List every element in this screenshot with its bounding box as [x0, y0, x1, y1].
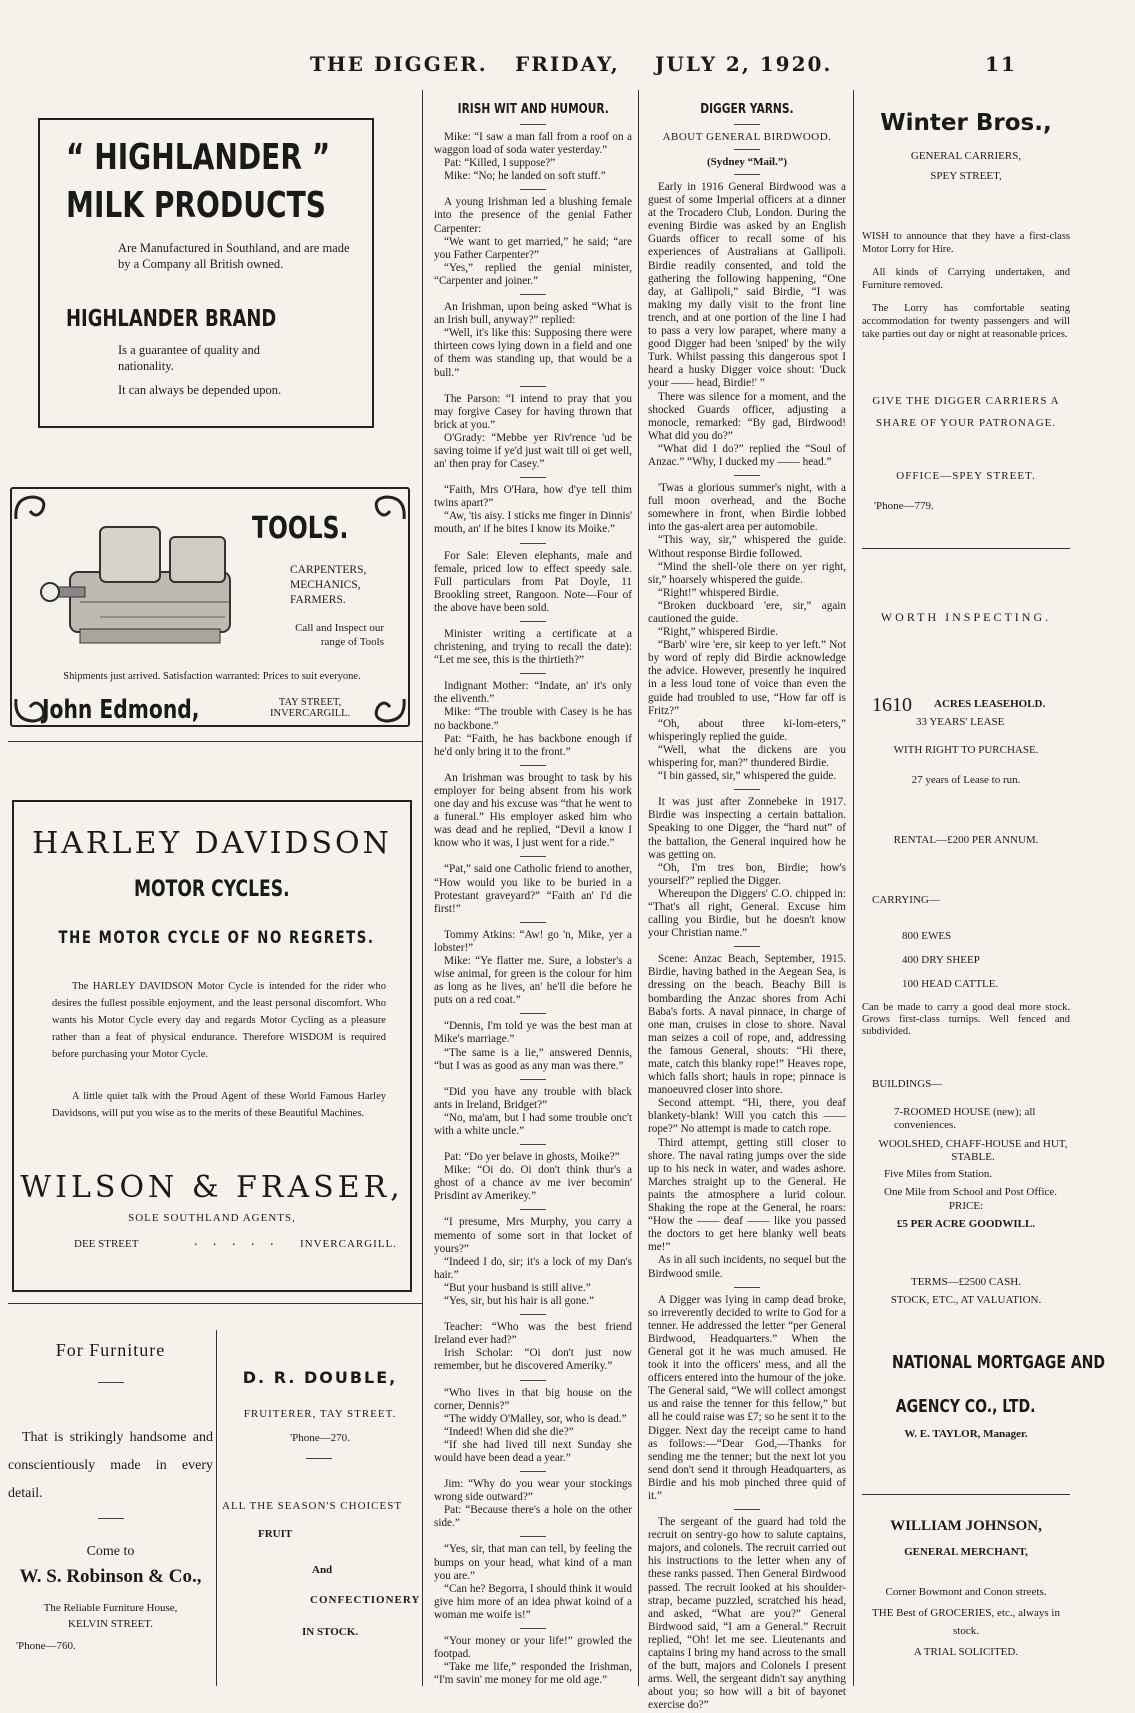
- worth-school: One Mile from School and Post Office.: [884, 1186, 1058, 1198]
- page-number: 11: [985, 52, 1017, 76]
- worth-lease: 33 YEARS' LEASE: [916, 716, 1005, 728]
- tools-call: Call and Inspect our range of Tools: [295, 622, 384, 648]
- stock-line: 800 EWES: [902, 930, 952, 942]
- double-season: ALL THE SEASON'S CHOICEST: [222, 1500, 403, 1512]
- nma-name-2: AGENCY CO., LTD.: [896, 1396, 1036, 1417]
- column-rule: [216, 1330, 217, 1686]
- article-paragraph: Mike: “I saw a man fall from a roof on a waggon load of soda water yesterday.”: [434, 131, 632, 157]
- divider: [520, 189, 546, 190]
- article-paragraph: “I presume, Mrs Murphy, you carry a memento of some sort in that locket of yours?”: [434, 1216, 632, 1255]
- winter-lorry: The Lorry has comfortable seating accommodation for twenty passengers and will take parties out day or night at reasonable prices.: [862, 303, 1070, 340]
- harley-street: DEE STREET: [74, 1238, 139, 1250]
- stock-line: 100 HEAD CATTLE.: [902, 978, 999, 990]
- divider: [520, 1628, 546, 1629]
- article-paragraph: “Well, what the dickens are you whispering for, man?” thundered Birdie.: [648, 743, 846, 770]
- highlander-brand: HIGHLANDER BRAND: [66, 306, 277, 332]
- johnson-best: THE Best of GROCERIES, etc., always in stock.: [872, 1607, 1060, 1637]
- article-paragraph: An Irishman was brought to task by his employer for being absent from his work one day and his excuse was “that he went to a funeral.” His employer asked him who was dead and he replied, “Devil a know I know who it was, I just went for a ride.”: [434, 771, 632, 850]
- divider: [734, 789, 760, 790]
- article-paragraph: “Indeed! When did she die?”: [444, 1425, 574, 1438]
- worth-buildings: BUILDINGS—: [872, 1078, 943, 1090]
- article-paragraph: Irish Scholar: “Oi don't just now remember, but he discovered Ameriky.”: [434, 1347, 632, 1373]
- worth-price: PRICE:: [948, 1200, 984, 1212]
- article-paragraph: Indignant Mother: “Indate, an' it's only the eliventh.”: [434, 680, 632, 706]
- article-paragraph: “I bin gassed, sir,” whispered the guide.: [658, 770, 837, 783]
- divider: [520, 621, 546, 622]
- furniture-come: Come to: [86, 1544, 135, 1559]
- tools-merchant: John Edmond,: [42, 695, 200, 725]
- furniture-ad: [8, 1340, 213, 1670]
- divider: [520, 124, 546, 125]
- worth-title: WORTH INSPECTING.: [880, 610, 1052, 624]
- article-paragraph: “Who lives in that big house on the corner, Dennis?”: [434, 1386, 632, 1412]
- worth-station: Five Miles from Station.: [884, 1168, 993, 1180]
- article-paragraph: Tommy Atkins: “Aw! go 'n, Mike, yer a lobster!”: [434, 928, 632, 954]
- article-paragraph: 'Twas a glorious summer's night, with a full moon overhead, and the Boche somewhere in front, when Birdie lobbed into the gas-alert area per automobile.: [648, 482, 846, 534]
- section-rule: [8, 1303, 422, 1304]
- article-paragraph: An Irishman, upon being asked “What is an Irish bull, anyway?” replied:: [434, 301, 632, 327]
- worth-carrying: CARRYING—: [872, 894, 940, 906]
- issue-day: FRIDAY,: [515, 52, 620, 76]
- divider: [520, 922, 546, 923]
- article-paragraph: “Right,” whispered Birdie.: [658, 626, 778, 639]
- highlander-text: Are Manufactured in Southland, and are made by a Company all British owned.: [118, 241, 350, 271]
- article-paragraph: Minister writing a certificate at a christening, and trying to recall the date): “Let me see, this is the thirtieth?”: [434, 628, 632, 667]
- article-paragraph: As in all such incidents, no sequel but the Birdwood smile.: [648, 1254, 846, 1280]
- divider: [520, 1079, 546, 1080]
- article-paragraph: The sergeant of the guard had told the recruit on sentry-go how to salute captains, majors, and colonels. The recruit carried out his instructions to the letter when any of these ranks passed. Then General Birdwood passed. The recruit looked at his shoulder-strap, became puzzled, scratched his head, and asked, “What are you?” General Birdwood said, “I am a General.” Recruit replied, “Oh! let me see. Lieutenants and captains I bring my hand across to the small of the butt, majors and Colonels I present arms. Well, the sergeant didn't say anything about you; so how will a bit of bayonet exercise do?”: [648, 1516, 846, 1712]
- harley-town: INVERCARGILL.: [300, 1238, 398, 1250]
- address-line: INVERCARGILL.: [270, 708, 351, 719]
- article-paragraph: “If she had lived till next Sunday she would have been dead a year.”: [434, 1438, 632, 1464]
- article-paragraph: Pat: “Do yer belave in ghosts, Moike?”: [444, 1151, 620, 1164]
- article-paragraph: “Faith, Mrs O'Hara, how d'ye tell thim twins apart?”: [434, 484, 632, 510]
- article-paragraph: “No, ma'am, but I had some trouble onc't with a white uncle.”: [434, 1111, 632, 1137]
- furniture-title: For Furniture: [55, 1340, 166, 1360]
- article-paragraph: “Can he? Begorra, I should think it would give him more of an idea phwat koind of a woman me woife is!”: [434, 1582, 632, 1621]
- divider: [520, 1314, 546, 1315]
- divider: [734, 946, 760, 947]
- article-paragraph: “Dennis, I'm told ye was the best man at Mike's marriage.”: [434, 1020, 632, 1046]
- divider: [520, 543, 546, 544]
- divider: [520, 294, 546, 295]
- article-paragraph: Mike: “The trouble with Casey is he has no backbone.”: [434, 706, 632, 732]
- article-paragraph: Mike: “Oi do. Oi don't think thur's a ghost of a chance av me iver becomin' Prisdint av Amerikey.”: [434, 1164, 632, 1203]
- trade-line: MECHANICS,: [290, 579, 361, 591]
- furniture-text: That is strikingly handsome and conscientiously made in every detail.: [8, 1430, 213, 1501]
- article-paragraph: Teacher: “Who was the best friend Ireland ever had?”: [434, 1321, 632, 1347]
- paper-name: THE DIGGER.: [310, 52, 488, 76]
- article-paragraph: Jim: “Why do you wear your stockings wrong side outward?”: [434, 1478, 632, 1504]
- worth-acres-number: 1610: [872, 694, 912, 716]
- article-paragraph: “Yes,” replied the genial minister, “Carpenter and joiner.”: [434, 261, 632, 287]
- tools-ad: [10, 487, 410, 727]
- harley-title: HARLEY DAVIDSON: [32, 826, 392, 861]
- winter-hire: WISH to announce that they have a first-class Motor Lorry for Hire.: [862, 231, 1070, 255]
- article-paragraph: Whereupon the Diggers' C.O. chipped in: “That's all right, General. Excuse him calling you Birdie, but he doesn't know your Christian name.”: [648, 887, 846, 940]
- worth-terms: TERMS—£2500 CASH.: [910, 1276, 1022, 1288]
- divider: [98, 1518, 124, 1519]
- highlander-ad: [38, 118, 374, 428]
- article-paragraph: Early in 1916 General Birdwood was a guest of some Imperial officers at a dinner at the Trocadero Club, London. During the evening Birdie was asked by an English Guards officer to recall some of his experiences of Australians at Gallipoli. Birdie readily consented, and told the gathering the following happening, “One day, at Gallipoli,” said Birdie, “I was making my daily visit to the front line trench, and at one portion of the line I had to pass a very low parapet, where many a good Digger had been 'sniped' by the wily Turk. Whilst passing this dangerous spot I heard a husky Digger voice shout: 'Duck your —— head, Birdie!' ”: [648, 181, 846, 390]
- worth-stock-valuation: STOCK, ETC., AT VALUATION.: [890, 1294, 1042, 1306]
- article-paragraph: The Parson: “I intend to pray that you may forgive Casey for having thrown that brick at you.”: [434, 392, 632, 431]
- divider: [520, 386, 546, 387]
- address-line: TAY STREET,: [278, 697, 342, 708]
- divider: [734, 124, 760, 125]
- winter-give: GIVE THE DIGGER CARRIERS A SHARE OF YOUR PATRONAGE.: [872, 395, 1060, 429]
- article-paragraph: “The same is a lie,” answered Dennis, “but I was as good as any man was there.”: [434, 1046, 632, 1072]
- divider: [520, 1471, 546, 1472]
- article-paragraph: “The widdy O'Malley, sor, who is dead.”: [444, 1412, 627, 1425]
- trade-line: FARMERS.: [290, 594, 346, 606]
- divider: [734, 1287, 760, 1288]
- johnson-corner: Corner Bowmont and Conon streets.: [885, 1586, 1047, 1598]
- article-paragraph: “Yes, sir, but his hair is all gone.”: [444, 1295, 595, 1308]
- divider: [734, 475, 760, 476]
- highlander-subtitle: MILK PRODUCTS: [66, 185, 326, 226]
- digger-yarns-body: [648, 181, 846, 1713]
- divider: [306, 1458, 332, 1459]
- article-paragraph: “Barb' wire 'ere, sir keep to yer left.” Not by word of reply did Birdie acknowledge the advice. However, presently he inquired in a less loud tone of voice than even the guide had troubled to use, “How far off is Fritz?”: [648, 639, 846, 717]
- harley-ad: [12, 800, 412, 1292]
- digger-yarns-column: [648, 100, 846, 1712]
- furniture-street: KELVIN STREET.: [68, 1618, 153, 1630]
- double-name: D. R. DOUBLE,: [242, 1368, 398, 1387]
- article-paragraph: “Mind the shell-'ole there on yer right, sir,” hoarsely whispered the guide.: [648, 560, 846, 586]
- johnson-trial: A TRIAL SOLICITED.: [913, 1646, 1019, 1658]
- harley-sole-agents: SOLE SOUTHLAND AGENTS,: [128, 1212, 296, 1224]
- divider: [520, 1209, 546, 1210]
- double-trade: FRUITERER, TAY STREET.: [243, 1408, 397, 1420]
- worth-inspecting-ad: [862, 610, 1070, 1310]
- section-rule: [862, 1494, 1070, 1495]
- digger-yarns-source: (Sydney “Mail.”): [706, 156, 788, 168]
- double-phone: 'Phone—270.: [290, 1432, 350, 1444]
- double-ad: [222, 1368, 421, 1648]
- divider: [520, 1380, 546, 1381]
- section-rule: [862, 548, 1070, 549]
- winter-office: OFFICE—SPEY STREET.: [896, 470, 1036, 482]
- article-paragraph: Pat: “Killed, I suppose?”: [444, 157, 556, 170]
- tools-title: TOOLS.: [252, 511, 349, 546]
- nma-name-1: NATIONAL MORTGAGE AND: [892, 1352, 1106, 1373]
- tools-address: [270, 697, 350, 719]
- article-paragraph: “Right!” whispered Birdie.: [658, 586, 779, 599]
- furniture-merchant: W. S. Robinson & Co.,: [19, 1566, 202, 1587]
- double-fruit: FRUIT: [258, 1528, 293, 1540]
- section-rule: [8, 741, 422, 742]
- divider: [520, 673, 546, 674]
- article-paragraph: “Take me life,” responded the Irishman, “I'm savin' me money for me old age.”: [434, 1661, 632, 1687]
- divider: [734, 1509, 760, 1510]
- harley-dots: . . . . .: [194, 1234, 280, 1249]
- article-paragraph: O'Grady: “Mebbe yer Riv'rence 'ud be saving toime if ye'd just wait till oi get well, an' then pray for Casey.”: [434, 431, 632, 471]
- article-paragraph: There was silence for a moment, and the shocked Guards officer, adjusting a monocle, remarked: “By gad, Birdwood! What did you do?”: [648, 390, 846, 442]
- furniture-house: The Reliable Furniture House,: [43, 1602, 178, 1614]
- worth-goodwill: £5 PER ACRE GOODWILL.: [896, 1218, 1036, 1230]
- article-paragraph: “But your husband is still alive.”: [444, 1281, 591, 1294]
- divider: [734, 174, 760, 175]
- article-paragraph: “We want to get married,” he said; “are you Father Carpenter?”: [434, 235, 632, 261]
- harley-para1: The HARLEY DAVIDSON Motor Cycle is intended for the rider who desires the fullest possible enjoyment, and the least personal discomfort. Who wants his Motor Cycle every day and regards Motor Cycling as a pleasure rather than a feat of physical endurance. Therefore WISDOM is required before purchasing your Motor Cycle.: [52, 981, 386, 1060]
- furniture-phone: 'Phone—760.: [16, 1640, 76, 1652]
- double-confectionery: CONFECTIONERY: [310, 1594, 421, 1606]
- masthead: [0, 52, 1114, 88]
- article-paragraph: Mike: “Ye flatter me. Sure, a lobster's a wise animal, for green is the colour for him as long as he lives, an' he'll die before he puts on a red coat.”: [434, 954, 632, 1007]
- trade-line: CARPENTERS,: [290, 564, 367, 576]
- worth-house: 7-ROOMED HOUSE (new); all conveniences.: [894, 1106, 1036, 1131]
- harley-agent: WILSON & FRASER,: [20, 1170, 404, 1205]
- stock-line: 400 DRY SHEEP: [902, 954, 980, 966]
- irish-wit-column: [434, 100, 632, 1687]
- divider: [520, 1013, 546, 1014]
- article-paragraph: For Sale: Eleven elephants, male and female, priced low to effect speedy sale. Full particulars from Pat Doyle, 11 Brookling street, Rangoon. Note—Four of the above have been sold.: [434, 549, 632, 614]
- winter-trade: GENERAL CARRIERS,: [910, 150, 1022, 162]
- article-paragraph: “Did you have any trouble with black ants in Ireland, Bridget?”: [434, 1085, 632, 1111]
- article-paragraph: A Digger was lying in camp dead broke, so irreverently decided to write to God for a tenner. He addressed the letter “per General Birdwood, Headquarters.” When the General got it he was much amused. He took it into the officers' mess, and all the officers entered into the humour of the joke. The General said, “We will collect amongst us and raise the tenner for this fellow,” but all he could raise was £7; so he sent it to the Digger. Next day the receipt came to hand as follows:—“Dear God,—Thanks for sending me the tenner; but the next lot you send don't send it through Headquarters, as Birdie and his mob pinched three quid of it.”: [648, 1293, 846, 1502]
- double-stock: IN STOCK.: [302, 1626, 359, 1638]
- column-rule: [853, 90, 854, 1686]
- bench-vise-illustration: [40, 517, 280, 657]
- divider: [520, 765, 546, 766]
- divider: [520, 1536, 546, 1537]
- divider: [734, 149, 760, 150]
- winter-street: SPEY STREET,: [930, 170, 1002, 182]
- nma-manager: W. E. TAYLOR, Manager.: [904, 1428, 1028, 1440]
- column-rule: [422, 90, 423, 1686]
- divider: [98, 1382, 124, 1383]
- column-rule: [638, 90, 639, 1686]
- digger-yarns-title: DIGGER YARNS.: [700, 102, 794, 117]
- divider: [520, 1144, 546, 1145]
- johnson-trade: GENERAL MERCHANT,: [904, 1546, 1028, 1558]
- article-paragraph: A young Irishman led a blushing female into the presence of the genial Father Carpenter:: [434, 196, 632, 235]
- article-paragraph: “Aw, 'tis aisy. I sticks me finger in Dinnis' mouth, an' if he bites I know its Moike.”: [434, 510, 632, 536]
- article-paragraph: “This way, sir,” whispered the guide. Without response Birdie followed.: [648, 534, 846, 560]
- worth-woolshed: WOOLSHED, CHAFF-HOUSE and HUT, STABLE.: [878, 1138, 1068, 1163]
- winter-name: Winter Bros.,: [880, 110, 1052, 136]
- article-paragraph: Pat: “Faith, he has backbone enough if he'd only bring it to the front.”: [434, 732, 632, 758]
- article-paragraph: Pat: “Because there's a hole on the other side.”: [434, 1504, 632, 1530]
- article-paragraph: “Pat,” said one Catholic friend to another, “How would you like to be buried in a Protestant graveyard?” “Faith an' I'd die first!”: [434, 863, 632, 915]
- highlander-guarantee: Is a guarantee of quality and nationality.: [118, 343, 260, 373]
- winter-phone: 'Phone—779.: [874, 500, 934, 512]
- divider: [520, 477, 546, 478]
- article-paragraph: It was just after Zonnebeke in 1917. Birdie was inspecting a certain battalion. Speaking to one Digger, the “hard nut” of the battalion, the General inquired how he was getting on.: [648, 796, 846, 861]
- worth-acres-text: ACRES LEASEHOLD.: [934, 698, 1046, 710]
- article-paragraph: “What did I do?” replied the “Soul of Anzac.” “Why, I ducked my —— head.”: [648, 442, 846, 468]
- harley-slogan: THE MOTOR CYCLE OF NO REGRETS.: [58, 928, 375, 948]
- article-paragraph: “Your money or your life!” growled the footpad.: [434, 1635, 632, 1661]
- tools-trades: [290, 563, 366, 608]
- harley-subtitle: MOTOR CYCLES.: [134, 877, 290, 902]
- article-paragraph: Third attempt, getting still closer to shore. The naval rating jumps over the side up to his neck in water, and wades ashore. Marches straight up to the General. He paints the atmosphere a lurid colour. Shaking the rope at the General, he roars: “How the —— deaf —— like you passed the doctors to get here blanky well beats me!”: [648, 1136, 846, 1254]
- tools-shipments: Shipments just arrived. Satisfaction warranted: Prices to suit everyone.: [63, 671, 361, 682]
- double-and: And: [312, 1564, 333, 1576]
- article-paragraph: “Oh, I'm tres bon, Birdie; how's yourself?” replied the Digger.: [648, 861, 846, 887]
- article-paragraph: “Indeed I do, sir; it's a lock of my Dan's hair.”: [434, 1255, 632, 1281]
- article-paragraph: “Well, it's like this: Supposing there were thirteen cows lying down in a field and one of them was standing up, that would be a bull.”: [434, 327, 632, 379]
- worth-rental: RENTAL—£200 PER ANNUM.: [893, 834, 1039, 846]
- article-paragraph: Mike: “No; he landed on soft stuff.”: [444, 170, 606, 183]
- divider: [520, 856, 546, 857]
- issue-date: JULY 2, 1920.: [655, 52, 833, 76]
- worth-stock: [902, 924, 998, 996]
- article-paragraph: “Yes, sir, that man can tell, by feeling the bumps on your head, what kind of a man you are.”: [434, 1543, 632, 1582]
- article-paragraph: “Oh, about three ki-lom-eters,” whisperingly replied the guide.: [648, 717, 846, 743]
- article-paragraph: Scene: Anzac Beach, September, 1915. Birdie, having bathed in the Aegean Sea, is dressing on the beach. Beachy Bill is bombarding the Anzac shores from Achi Baba's forts. A naval pinnace, in charge of one man, cruises in close to shore. Naval man seizes a coil of rope, and, addressing the famous General, shouts: “Hi there, mate, catch this blanky rope!” Heaves rope, which falls short; hauls in rope; pinnace is manoeuvred closer into shore.: [648, 953, 846, 1097]
- digger-yarns-subtitle: ABOUT GENERAL BIRDWOOD.: [662, 131, 832, 143]
- johnson-name: WILLIAM JOHNSON,: [890, 1518, 1042, 1534]
- highlander-title: “ HIGHLANDER ”: [66, 137, 331, 178]
- worth-can: Can be made to carry a good deal more stock. Grows first-class turnips. Well fenced and subdivided.: [862, 1002, 1070, 1037]
- worth-years: 27 years of Lease to run.: [911, 774, 1021, 786]
- article-paragraph: Second attempt. “Hi, there, you deaf blankety-blank! Will you catch this —— rope?” No attempt is made to catch rope.: [648, 1097, 846, 1136]
- irish-wit-title: IRISH WIT AND HUMOUR.: [457, 102, 609, 117]
- article-paragraph: “Broken duckboard 'ere, sir,” again cautioned the guide.: [648, 599, 846, 625]
- johnson-ad: [862, 1512, 1070, 1672]
- harley-para2: A little quiet talk with the Proud Agent of these World Famous Harley Davidsons, will put you wise as to the merits of these Beautiful Machines.: [52, 1091, 386, 1119]
- winter-carrying: All kinds of Carrying undertaken, and Furniture removed.: [862, 267, 1070, 291]
- highlander-depend: It can always be depended upon.: [118, 383, 282, 397]
- irish-wit-body: [434, 131, 632, 1687]
- worth-right: WITH RIGHT TO PURCHASE.: [893, 744, 1039, 756]
